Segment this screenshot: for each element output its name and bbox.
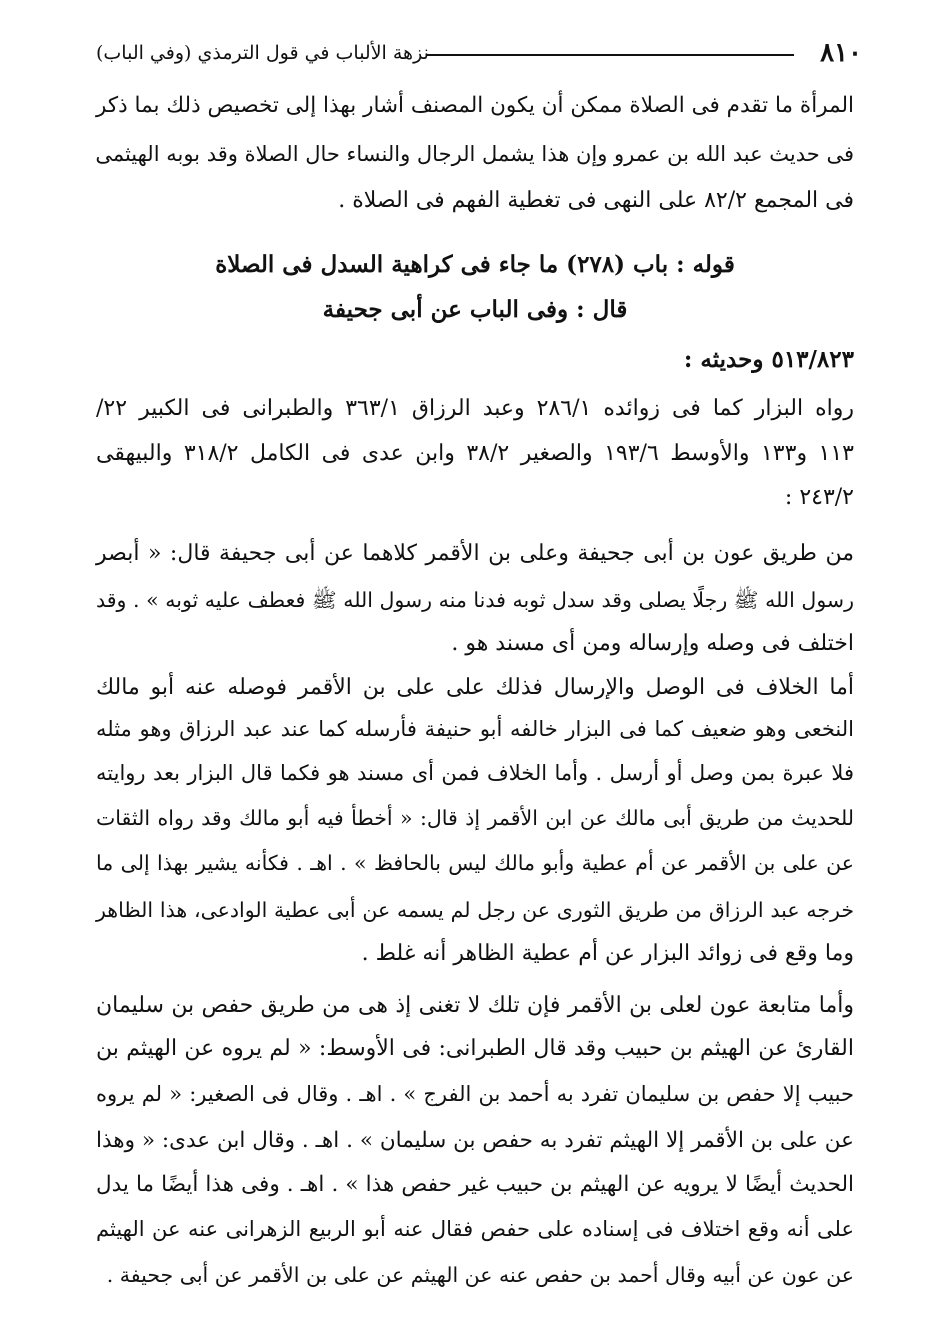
text-line: خرجه عبد الرزاق من طريق الثورى عن رجل لم يسمه عن أبى عطية الوادعى، هذا الظاهر	[96, 898, 854, 922]
text-line: ١١٣ و١٣٣ والأوسط ١٩٣/٦ والصغير ٣٨/٢ وابن عدى فى الكامل ٣١٨/٢ والبيهقى	[96, 441, 854, 466]
text-line: عن على بن الأقمر عن أم عطية وأبو مالك ليس بالحافظ » . اهـ . فكأنه يشير بهذا إلى ما	[96, 851, 854, 875]
text-line: النخعى وهو ضعيف كما فى البزار خالفه أبو حنيفة فأرسله كما عند عبد الرزاق وهو مثله	[96, 717, 854, 741]
text-line: حبيب إلا حفص بن سليمان تفرد به أحمد بن الفرج » . اهـ . وقال فى الصغير: « لم يروه	[96, 1082, 854, 1106]
text-line: رسول الله ﷺ رجلًا يصلى وقد سدل ثوبه فدنا منه رسول الله ﷺ فعطف عليه ثوبه » . وقد	[96, 588, 854, 612]
text-line: الحديث أيضًا لا يرويه عن الهيثم بن حبيب غير حفص هذا » . اهـ . وفى هذا أيضًا ما يدل	[96, 1172, 854, 1197]
text-line: المرأة ما تقدم فى الصلاة ممكن أن يكون المصنف أشار بهذا إلى تخصيص ذلك بما ذكر	[96, 93, 854, 118]
text-line: اختلف فى وصله وإرساله ومن أى مسند هو .	[451, 631, 854, 656]
running-header	[96, 36, 862, 70]
text-line: على أنه وقع اختلاف فى إسناده على حفص فقال عنه أبو الربيع الزهرانى عنه عن الهيثم	[96, 1217, 854, 1241]
running-title: نزهة الألباب في قول الترمذي (وفي الباب)	[96, 42, 429, 64]
text-line: عن على بن الأقمر إلا الهيثم تفرد به حفص بن سليمان » . اهـ . وقال ابن عدى: « وهذا	[96, 1128, 854, 1153]
text-line: فى المجمع ٨٢/٢ على النهى فى تغطية الفهم فى الصلاة .	[338, 188, 854, 213]
text-line: فلا عبرة بمن وصل أو أرسل . وأما الخلاف فمن أى مسند هو فكما قال البزار بعد روايته	[96, 761, 854, 785]
text-line: وأما متابعة عون لعلى بن الأقمر فإن تلك لا تغنى إذ هى من طريق حفص بن سليمان	[96, 993, 854, 1018]
text-line: وما وقع فى زوائد البزار عن أم عطية الظاهر أنه غلط .	[361, 941, 854, 966]
text-line: القارئ عن الهيثم بن حبيب وقد قال الطبرانى: فى الأوسط: « لم يروه عن الهيثم بن	[96, 1036, 854, 1061]
text-line: عن عون عن أبيه وقال أحمد بن حفص عنه عن الهيثم عن على بن الأقمر عن أبى جحيفة .	[106, 1263, 854, 1287]
header-rule	[426, 54, 794, 56]
text-line: فى حديث عبد الله بن عمرو وإن هذا يشمل الرجال والنساء حال الصلاة وقد بوبه الهيثمى	[95, 142, 854, 166]
chapter-heading: قوله : باب (٢٧٨) ما جاء فى كراهية السدل فى الصلاة	[215, 251, 735, 278]
text-line: للحديث من طريق أبى مالك عن ابن الأقمر إذ قال: « أخطأ فيه أبو مالك وقد رواه الثقات	[96, 806, 854, 830]
text-line: أما الخلاف فى الوصل والإرسال فذلك على على بن الأقمر فوصله عنه أبو مالك	[96, 675, 854, 700]
text-line: رواه البزار كما فى زوائده ٢٨٦/١ وعبد الرزاق ٣٦٣/١ والطبرانى فى الكبير ٢٢/	[96, 396, 854, 421]
text-line: ٢٤٣/٢ :	[784, 485, 854, 510]
page-number: ٨١٠	[820, 38, 862, 68]
text-line: من طريق عون بن أبى جحيفة وعلى بن الأقمر كلاهما عن أبى جحيفة قال: « أبصر	[96, 541, 854, 566]
hadith-number-label: ٥١٣/٨٢٣ وحديثه :	[683, 346, 854, 373]
chapter-subheading: قال : وفى الباب عن أبى جحيفة	[322, 296, 628, 323]
